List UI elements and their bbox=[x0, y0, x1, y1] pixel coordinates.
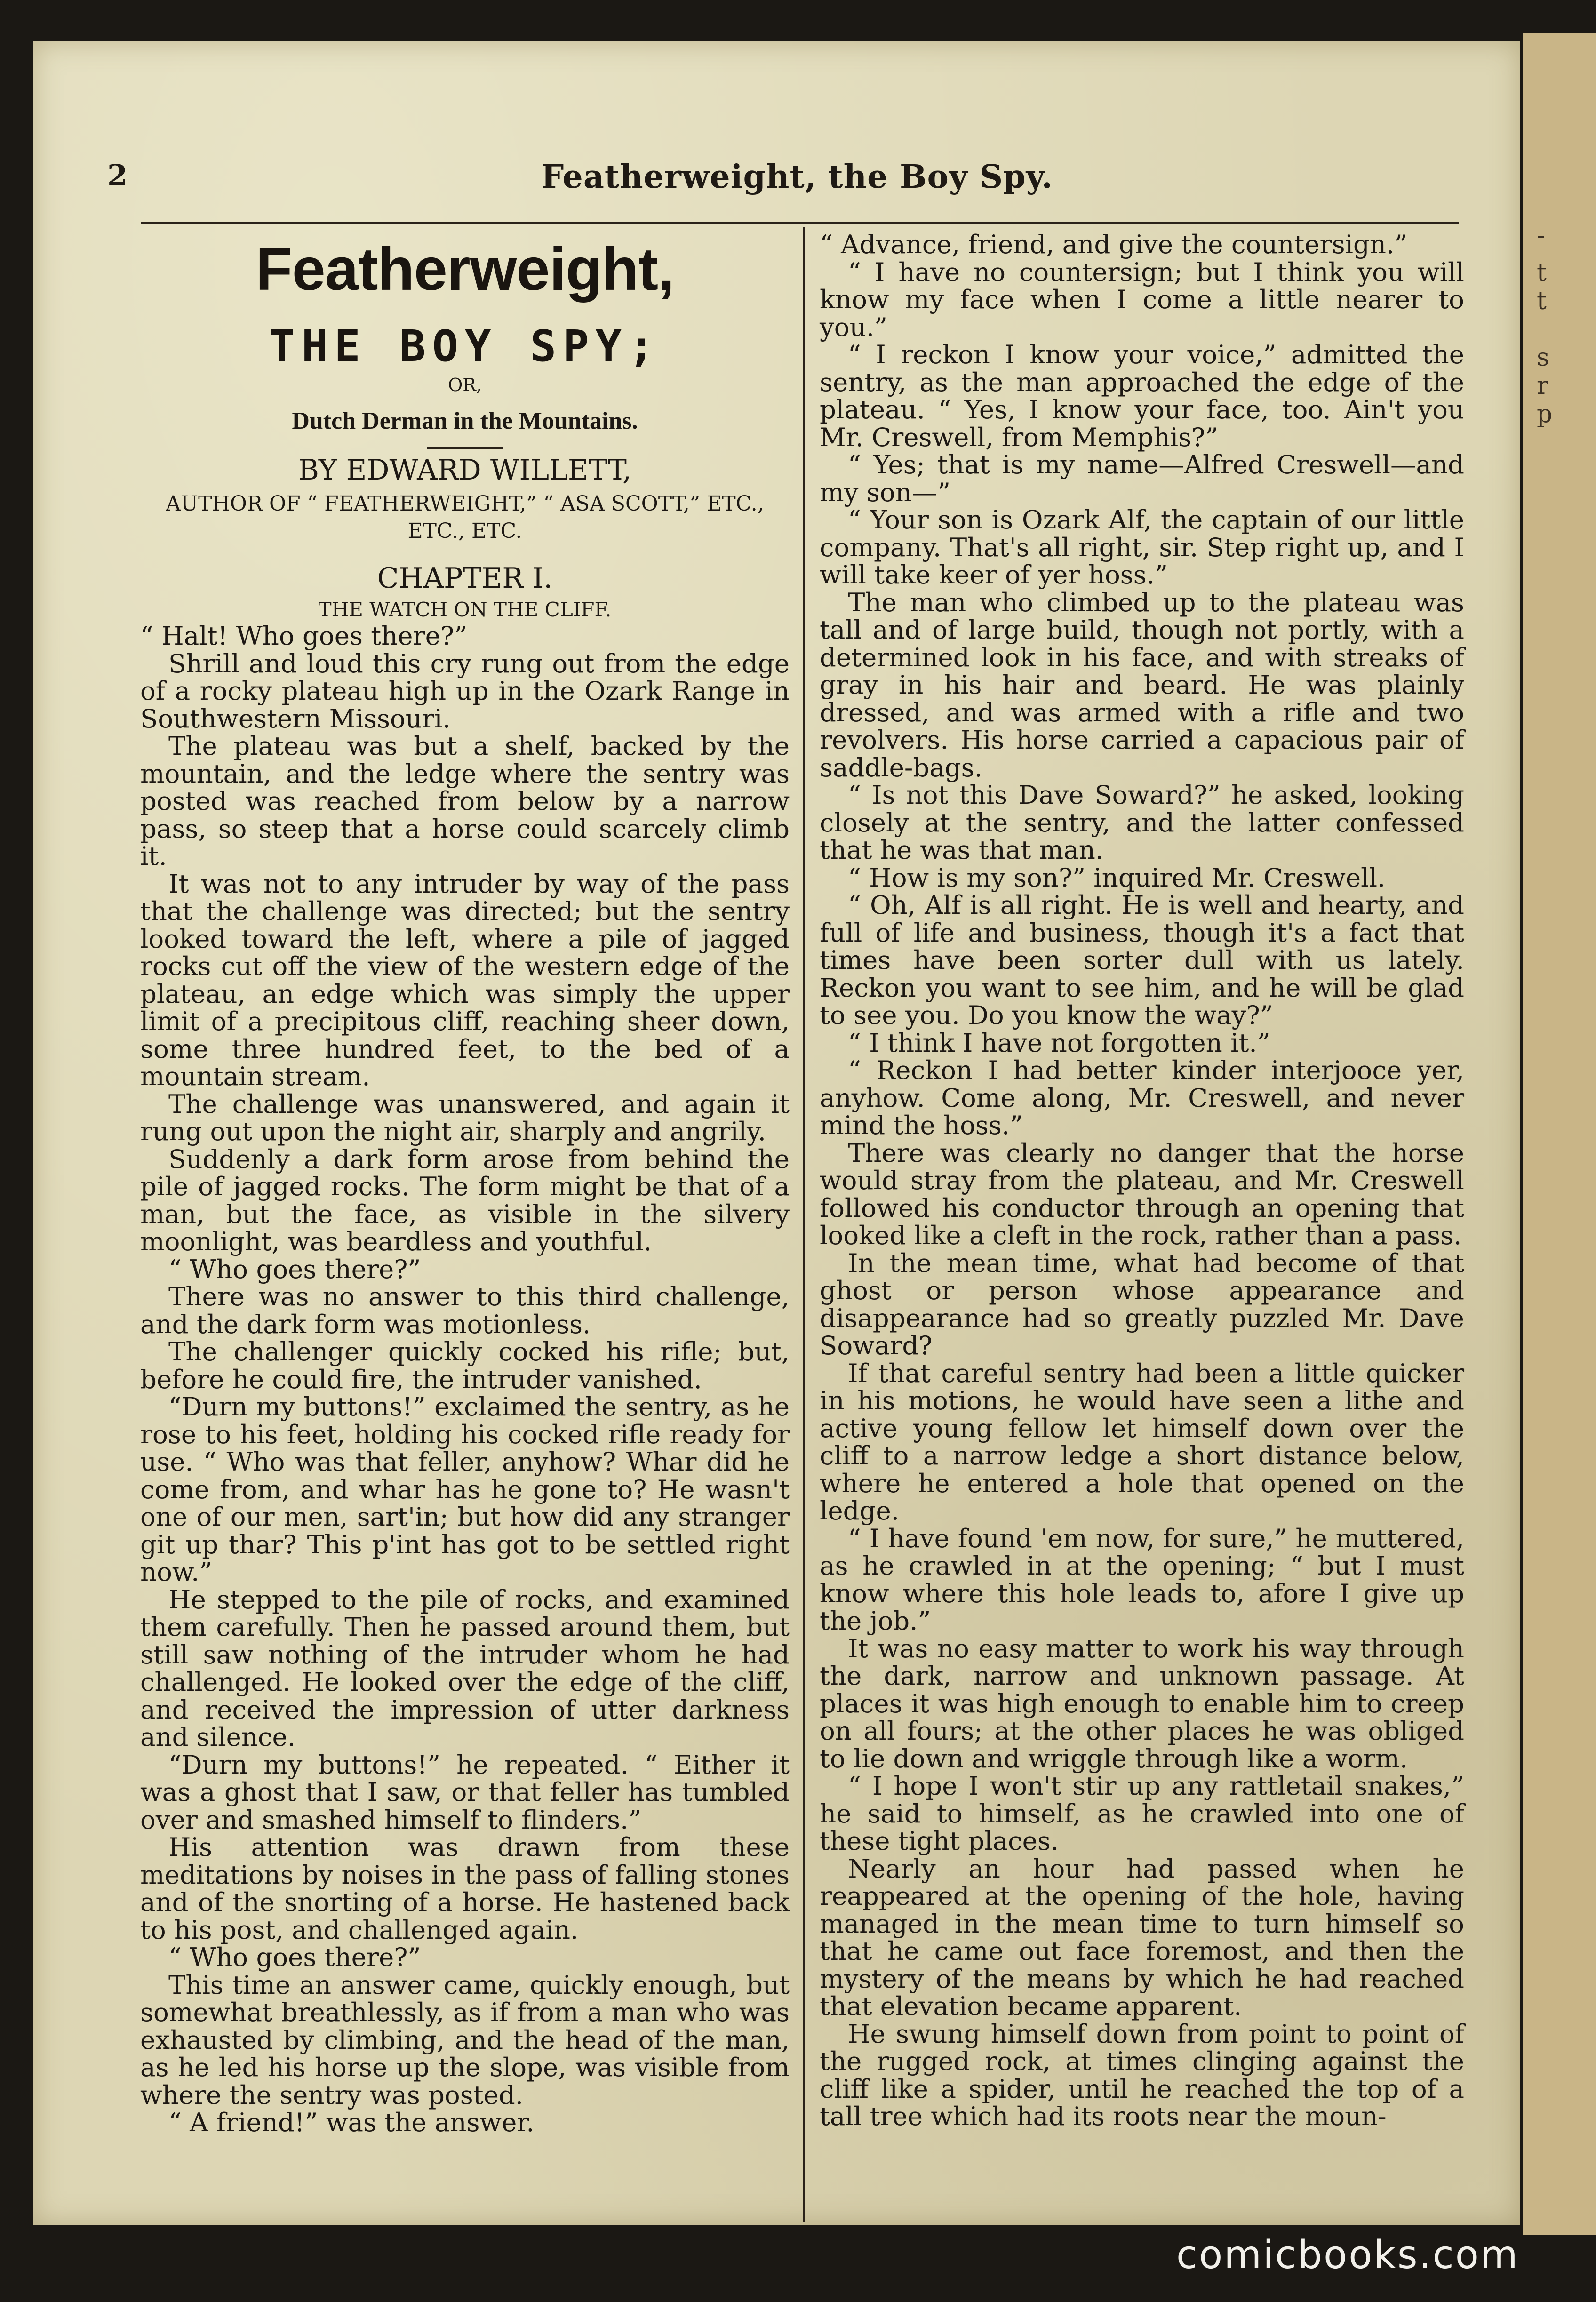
paragraph: It was no easy matter to work his way through the dark, narrow and unknown passage. At places it was high enough to enable him to creep on all fours; at the other places he was obliged to lie down and wriggle through like a worm. bbox=[820, 1633, 1464, 1774]
right-column-text bbox=[820, 231, 1464, 2130]
paragraph: If that careful sentry had been a little quicker in his motions, he would have seen a lithe and active young fellow let himself down over the cliff to a narrow ledge a short distance below, where he entered a hole that opened on the ledge. bbox=[820, 1358, 1464, 1526]
right-column bbox=[820, 231, 1464, 2130]
paragraph: He stepped to the pile of rocks, and examined them carefully. Then he passed around them, but still saw nothing of the intruder whom he had challenged. He looked over the edge of the cliff, and received the impression of utter darkness and silence. bbox=[140, 1584, 790, 1752]
paragraph: “ I have found 'em now, for sure,” he muttered, as he crawled in at the opening; “ but I must know where this hole leads to, afore I give up the job.” bbox=[820, 1523, 1464, 1636]
paragraph: “ I have no countersign; but I think you will know my face when I come a little nearer to you.” bbox=[820, 256, 1464, 342]
paragraph: “ I think I have not forgotten it.” bbox=[848, 1027, 1270, 1058]
paragraph: There was clearly no danger that the horse would stray from the plateau, and Mr. Creswell followed his conductor through an opening that looked like a cleft in the rock, rather than a pass. bbox=[820, 1137, 1464, 1250]
adjacent-page-fragment: t bbox=[1537, 259, 1547, 287]
story-title: Featherweight, bbox=[255, 236, 674, 303]
running-title: Featherweight, the Boy Spy. bbox=[541, 158, 1053, 196]
paragraph: “ Who goes there?” bbox=[168, 1942, 421, 1972]
paragraph: “ I hope I won't stir up any rattletail snakes,” he said to himself, as he crawled into one of these tight places. bbox=[820, 1771, 1464, 1856]
paragraph: This time an answer came, quickly enough, but somewhat breathlessly, as if from a man who was exhausted by climbing, and the head of the man, as he led his horse up the slope, was visible from where the sentry was posted. bbox=[140, 1969, 790, 2110]
paragraph: “ Yes; that is my name—Alfred Creswell—and my son—” bbox=[820, 449, 1464, 507]
paragraph: “ Oh, Alf is all right. He is well and hearty, and full of life and business, though it's a fact that times have been sorter dull with us lately. Reckon you want to see him, and he will be glad to see you. Do you know the way?” bbox=[820, 890, 1464, 1030]
byline: BY EDWARD WILLETT, bbox=[298, 454, 632, 487]
paragraph: “Durn my buttons!” he repeated. “ Either it was a ghost that I saw, or that feller has tumbled over and smashed himself to flinders.” bbox=[140, 1749, 790, 1835]
paragraph: It was not to any intruder by way of the pass that the challenge was directed; but the sentry looked toward the left, where a pile of jagged rocks cut off the view of the western edge of the plateau, an edge which was simply the upper limit of a precipitous cliff, reaching sheer down, some three hundred feet, to the bed of a mountain stream. bbox=[140, 868, 790, 1091]
adjacent-page-fragment: - bbox=[1537, 221, 1545, 249]
paragraph: The challenger quickly cocked his rifle; but, before he could fire, the intruder vanished. bbox=[140, 1336, 790, 1394]
chapter-title: THE WATCH ON THE CLIFF. bbox=[318, 598, 612, 621]
paragraph: There was no answer to this third challenge, and the dark form was motionless. bbox=[140, 1281, 790, 1339]
author-credits: AUTHOR OF “ FEATHERWEIGHT,” “ ASA SCOTT,” ETC., ETC., ETC. bbox=[166, 492, 764, 543]
adjacent-page-fragment: s bbox=[1537, 344, 1549, 372]
story-subtitle: THE BOY SPY; bbox=[269, 321, 661, 371]
paragraph: “ A friend!” was the answer. bbox=[168, 2107, 535, 2137]
paragraph: “ Reckon I had better kinder interjooce yer, anyhow. Come along, Mr. Creswell, and never mind the hoss.” bbox=[820, 1055, 1464, 1140]
paragraph: The man who climbed up to the plateau was tall and of large build, though not portly, with a determined look in his face, and with streaks of gray in his hair and beard. He was plainly dressed, and was armed with a rifle and two revolvers. His horse carried a capacious pair of saddle-bags. bbox=[820, 587, 1464, 783]
header-rule bbox=[141, 222, 1459, 224]
paragraph: “Durn my buttons!” exclaimed the sentry, as he rose to his feet, holding his cocked rifle ready for use. “ Who was that feller, anyhow? Whar did he come from, and whar has he gone to? He wasn't one of our men, sart'in; but how did any stranger git up thar? This p'int has got to be settled right now.” bbox=[140, 1391, 790, 1587]
paragraph: He swung himself down from point to point of the rugged rock, at times clinging against the cliff like a spider, until he reached the top of a tall tree which had its roots near the moun- bbox=[820, 2018, 1464, 2131]
paragraph: “ Who goes there?” bbox=[168, 1254, 421, 1284]
paragraph: Nearly an hour had passed when he reappeared at the opening of the hole, having managed in the mean time to turn himself so that he came out face foremost, and then the mystery of the means by which he had reached that elevation became apparent. bbox=[820, 1853, 1464, 2021]
paragraph: The plateau was but a shelf, backed by the mountain, and the ledge where the sentry was posted was reached from below by a narrow pass, so steep that a horse could scarcely climb it. bbox=[140, 731, 790, 871]
paragraph: “ Advance, friend, and give the countersign.” bbox=[820, 229, 1408, 259]
magazine-page bbox=[33, 41, 1520, 2225]
running-header bbox=[33, 120, 1520, 196]
paragraph: His attention was drawn from these meditations by noises in the pass of falling stones and of the snorting of a horse. He hastened back to his post, and challenged again. bbox=[140, 1832, 790, 1945]
chapter-heading: CHAPTER I. bbox=[377, 562, 553, 595]
watermark-text: comicbooks.com bbox=[1176, 2233, 1519, 2278]
adjacent-page-fragment: t bbox=[1537, 287, 1547, 315]
adjacent-page-edge bbox=[1523, 33, 1596, 2235]
title-or: OR, bbox=[448, 375, 482, 395]
title-rule bbox=[427, 447, 503, 449]
paragraph: The challenge was unanswered, and again it rung out upon the night air, sharply and angrily. bbox=[140, 1088, 790, 1146]
paragraph: “ Halt! Who goes there?” bbox=[140, 621, 467, 651]
alternate-title: Dutch Derman in the Mountains. bbox=[292, 408, 638, 434]
page-number: 2 bbox=[107, 158, 128, 192]
adjacent-page-fragment: r bbox=[1537, 372, 1548, 400]
column-rule bbox=[803, 227, 805, 2222]
paragraph: Suddenly a dark form arose from behind the pile of jagged rocks. The form might be that of a man, but the face, as visible in the silvery moonlight, was beardless and youthful. bbox=[140, 1143, 790, 1256]
paragraph: In the mean time, what had become of that ghost or person whose appearance and disappearance had so greatly puzzled Mr. Dave Soward? bbox=[820, 1247, 1464, 1360]
left-column bbox=[140, 234, 790, 2136]
paragraph: “ How is my son?” inquired Mr. Creswell. bbox=[848, 862, 1386, 893]
paragraph: Shrill and loud this cry rung out from the edge of a rocky plateau high up in the Ozark Range in Southwestern Missouri. bbox=[140, 648, 790, 734]
adjacent-page-fragment: p bbox=[1537, 400, 1553, 428]
paragraph: “ Your son is Ozark Alf, the captain of our little company. That's all right, sir. Step right up, and I will take keer of yer hoss.” bbox=[820, 504, 1464, 590]
paragraph: “ I reckon I know your voice,” admitted the sentry, as the man approached the edge of the plateau. “ Yes, I know your face, too. Ain't you Mr. Creswell, from Memphis?” bbox=[820, 339, 1464, 452]
left-column-text bbox=[140, 622, 790, 2136]
paragraph: “ Is not this Dave Soward?” he asked, looking closely at the sentry, and the latter confessed that he was that man. bbox=[820, 780, 1464, 865]
